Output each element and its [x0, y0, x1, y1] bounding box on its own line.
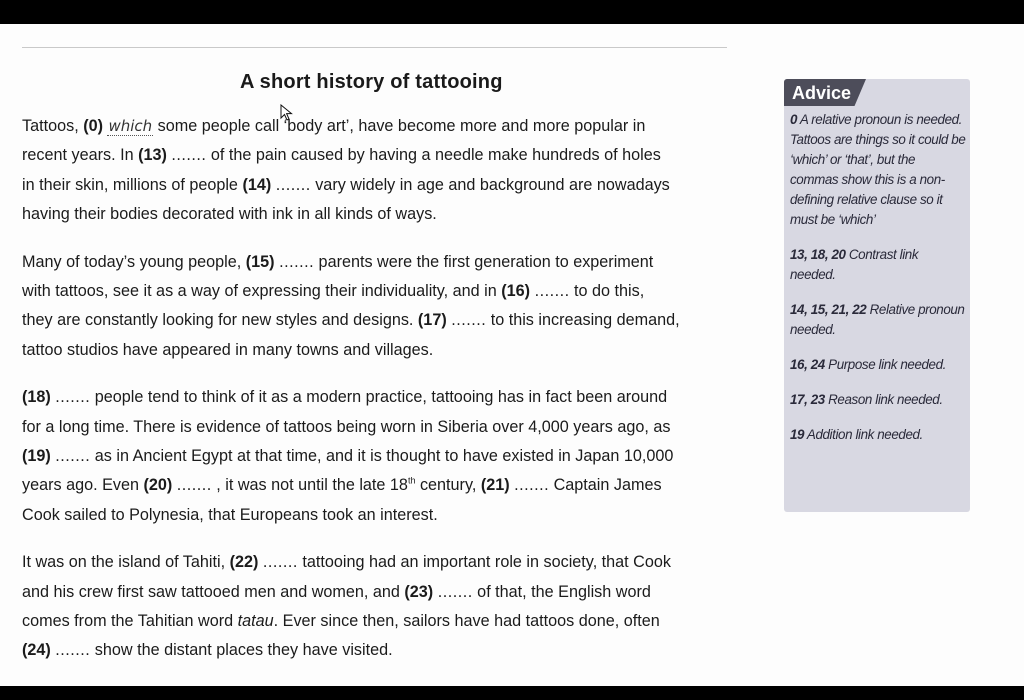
gap-number: (13)	[138, 146, 167, 165]
text-line: (19) ....... as in Ancient Egypt at that time, and it is thought to have existed in Japan 10,000	[22, 446, 674, 465]
advice-tip: 13, 18, 20 Contrast link needed.	[790, 247, 919, 282]
text-line: comes from the Tahitian word tatau. Ever since then, sailors have had tattoos done, often	[22, 611, 660, 630]
advice-tips	[790, 110, 966, 460]
gap-number: (19)	[22, 446, 51, 465]
answer-blank[interactable]: .......	[514, 476, 550, 495]
text-line: Many of today’s young people, (15) ....... parents were the first generation to experiment	[22, 252, 654, 271]
paragraph-3	[22, 383, 762, 529]
answer-blank[interactable]: .......	[55, 388, 91, 407]
gap-number: (16)	[501, 281, 531, 300]
top-divider	[22, 47, 727, 48]
answer-blank[interactable]: .......	[437, 582, 473, 601]
answer-blank[interactable]: .......	[262, 553, 298, 572]
text-line: Tattoos, (0) which some people call ‘body art’, have become more and more popular in	[22, 117, 646, 135]
gap-number: (18)	[22, 388, 51, 407]
gap-number: (15)	[245, 252, 275, 271]
paragraph-2	[22, 248, 762, 365]
advice-tip: 0 A relative pronoun is needed. Tattoos are things so it could be ‘which’ or ‘that’, but the commas show this is a non-defining relative clause so it must be ‘which’	[790, 112, 966, 227]
advice-tip: 17, 23 Reason link needed.	[790, 392, 943, 407]
text-line: recent years. In (13) ....... of the pain caused by having a needle make hundreds of holes	[22, 146, 661, 165]
advice-panel	[784, 79, 970, 512]
gap-number: (17)	[417, 311, 447, 330]
worksheet-page	[0, 24, 1024, 686]
gap-number: (21)	[480, 476, 510, 495]
answer-blank[interactable]: .......	[55, 641, 91, 660]
gap-number: (22)	[229, 553, 259, 572]
text-line: they are constantly looking for new styles and designs. (17) ....... to this increasing demand,	[22, 311, 680, 330]
advice-title: Advice	[792, 83, 852, 103]
answer-blank[interactable]: .......	[55, 446, 91, 465]
gap-number: (0)	[83, 117, 103, 135]
answer-blank[interactable]: .......	[176, 476, 212, 495]
text-line: tattoo studios have appeared in many towns and villages.	[22, 340, 434, 359]
gap-number: (14)	[242, 175, 272, 194]
gap-number: (24)	[22, 641, 51, 660]
advice-tip: 14, 15, 21, 22 Relative pronoun needed.	[790, 302, 965, 337]
gap-number: (23)	[404, 582, 434, 601]
answer-blank[interactable]: .......	[171, 146, 207, 165]
text-line: years ago. Even (20) ....... , it was not until the late 18th century, (21) ....... Captain James	[22, 475, 662, 495]
text-line: It was on the island of Tahiti, (22) ....... tattooing had an important role in society, that Cook	[22, 553, 671, 572]
page-title: A short history of tattooing	[240, 71, 503, 93]
text-line: and his crew first saw tattooed men and women, and (23) ....... of that, the English word	[22, 582, 651, 601]
example-answer: which	[108, 117, 153, 135]
text-line: in their skin, millions of people (14) ....... vary widely in age and background are nowadays	[22, 175, 670, 194]
answer-blank[interactable]: .......	[451, 311, 487, 330]
gap-number: (20)	[143, 476, 173, 495]
text-line: having their bodies decorated with ink in all kinds of ways.	[22, 204, 437, 223]
text-line: Cook sailed to Polynesia, that Europeans took an interest.	[22, 505, 438, 524]
answer-blank[interactable]: .......	[275, 175, 311, 194]
advice-tip: 16, 24 Purpose link needed.	[790, 357, 946, 372]
answer-blank[interactable]: .......	[279, 252, 315, 271]
text-line: (18) ....... people tend to think of it as a modern practice, tattooing has in fact been around	[22, 388, 668, 407]
paragraph-1	[22, 112, 762, 229]
text-line: (24) ....... show the distant places they have visited.	[22, 641, 393, 660]
article-text	[22, 112, 762, 684]
paragraph-4	[22, 548, 762, 665]
text-line: for a long time. There is evidence of tattoos being worn in Siberia over 4,000 years ago, as	[22, 417, 671, 436]
advice-tip: 19 Addition link needed.	[790, 427, 923, 442]
text-line: with tattoos, see it as a way of expressing their individuality, and in (16) ....... to do this,	[22, 281, 645, 300]
answer-blank[interactable]: .......	[534, 281, 570, 300]
